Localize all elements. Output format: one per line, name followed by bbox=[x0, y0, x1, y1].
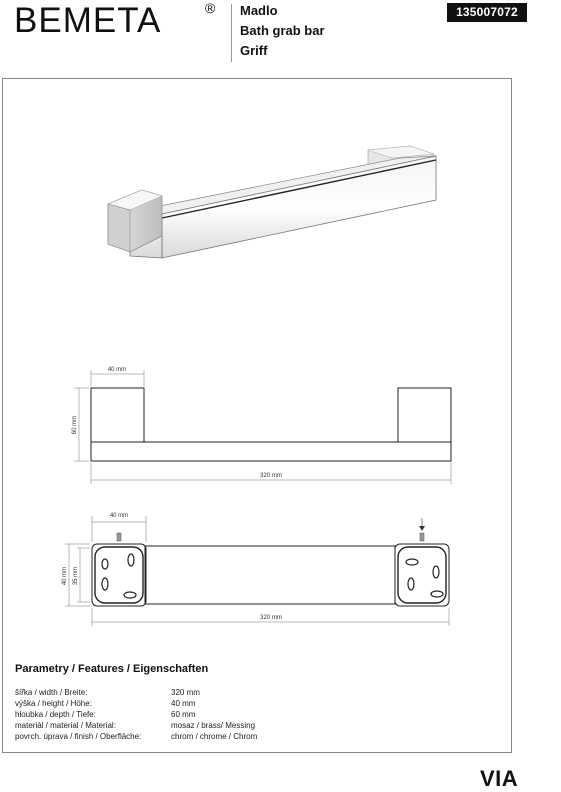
series-name: VIA bbox=[480, 766, 519, 791]
parameters-title: Parametry / Features / Eigenschaften bbox=[15, 663, 209, 675]
right-block-outline bbox=[398, 388, 451, 442]
set-screw-left bbox=[117, 533, 121, 541]
product-code: 135007072 bbox=[447, 3, 527, 22]
param-label: šířka / width / Breite: bbox=[15, 688, 88, 697]
bar-top-outline bbox=[145, 546, 395, 604]
param-value: mosaz / brass/ Messing bbox=[171, 721, 256, 730]
dim-length-label: 320 mm bbox=[260, 473, 282, 479]
dim-width-label: 40 mm bbox=[107, 367, 127, 373]
param-label: materiál / material / Material: bbox=[15, 721, 116, 730]
dim-total-length-label: 320 mm bbox=[260, 615, 282, 621]
product-render bbox=[100, 140, 445, 270]
bar-outline bbox=[91, 442, 451, 461]
brand-logo: BEMETA bbox=[14, 1, 162, 40]
dim-plate-outer-label: 40 mm bbox=[62, 566, 68, 586]
dim-plate-inner-label: 35 mm bbox=[73, 566, 79, 586]
param-value: 40 mm bbox=[171, 699, 196, 708]
left-mount-plate bbox=[92, 544, 146, 606]
param-label: výška / height / Höhe: bbox=[15, 699, 92, 708]
dim-plate-width-label: 40 mm bbox=[109, 513, 129, 519]
param-value: 320 mm bbox=[171, 688, 200, 697]
param-label: hloubka / depth / Tiefe: bbox=[15, 710, 96, 719]
mount-view-drawing bbox=[55, 500, 470, 630]
product-name-en: Bath grab bar bbox=[240, 23, 325, 38]
front-view-drawing bbox=[60, 358, 470, 488]
product-name-cz: Madlo bbox=[240, 3, 278, 18]
param-value: chrom / chrome / Chrom bbox=[171, 732, 258, 741]
dim-height-label: 60 mm bbox=[72, 415, 78, 435]
param-label: povrch. úprava / finish / Oberfläche: bbox=[15, 732, 142, 741]
product-name-de: Griff bbox=[240, 43, 268, 58]
param-value: 60 mm bbox=[171, 710, 196, 719]
set-screw-right bbox=[420, 533, 424, 541]
left-block-outline bbox=[91, 388, 144, 442]
header-divider bbox=[231, 4, 232, 62]
registered-mark: ® bbox=[205, 0, 216, 16]
